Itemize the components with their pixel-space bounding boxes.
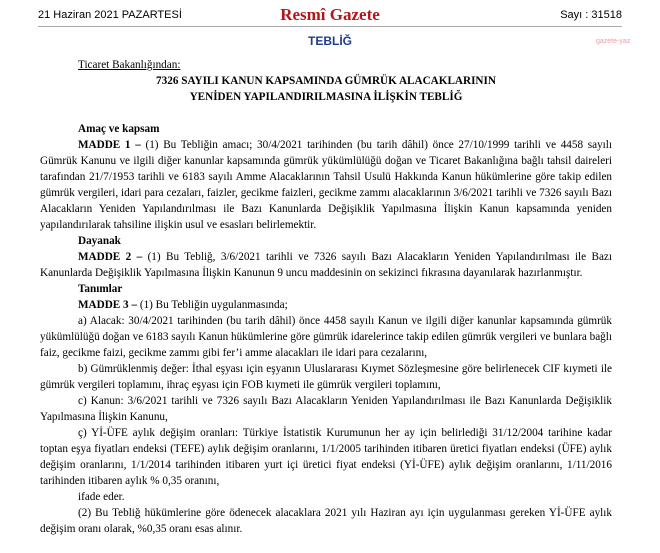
header-date: 21 Haziran 2021 PAZARTESİ <box>38 9 182 21</box>
article-1-label: MADDE 1 – <box>78 139 141 151</box>
header-divider <box>38 26 622 27</box>
definition-a: a) Alacak: 30/4/2021 tarihinden (bu tarih dâhil) önce 4458 sayılı Kanun ve ilgili diğer kanunlar kapsamında gümrük yükümlülüğü doğan ve 6183 sayılı Kanun hükümlerine göre gümrük idarelerince takip edilen gümrük vergileri ve bunlara bağlı faiz, gecikme faizi, gecikme zammı gibi fer’i amme alacakları ile idari para cezalarını, <box>40 315 612 359</box>
ministry-line: Ticaret Bakanlığından: <box>78 59 181 71</box>
definition-b: b) Gümrüklenmiş değer: İthal eşyası için eşyanın Uluslararası Kıymet Sözleşmesine göre belirlenecek CIF kıymeti ile gümrük vergileri toplamını, ihraç eşyası için FOB kıymeti ile gümrük vergileri toplamını, <box>40 363 612 391</box>
gazette-header <box>38 4 622 26</box>
article-3 <box>40 297 612 313</box>
article-1 <box>40 137 612 233</box>
article-1-text: (1) Bu Tebliğin amacı; 30/4/2021 tarihinden (bu tarih dâhil) önce 27/10/1999 tarihli ve 4458 sayılı Gümrük Kanunu ve ilgili diğer kanunlar kapsamında gümrük yükümlülüğü doğan ve Ticaret Bakanlığına bağlı tahsil daireleri tarafından 21/7/1953 tarihli ve 6183 sayılı Amme Alacaklarının Tahsil Usulü Hakkında Kanun hükümlerine göre takip edilen gümrük vergileri, idari para cezaları, faizler, gecikme faizleri, gecikme zammı alacaklarının 3/6/2021 tarihli ve 7326 sayılı Bazı Alacakların Yeniden Yapılandırılması ile Bazı Kanunlarda Değişiklik Yapılmasına İlişkin Kanun kapsamında yeniden yapılandırılarak tahsiline ilişkin usul ve esasları belirlemektir. <box>40 139 612 231</box>
heading-basis: Dayanak <box>78 235 121 247</box>
gazette-title: Resmî Gazete <box>280 5 380 24</box>
heading-purpose: Amaç ve kapsam <box>78 123 160 135</box>
article-3-paragraph-2: (2) Bu Tebliğ hükümlerine göre ödenecek alacaklara 2021 yılı Haziran ayı için uygulanması gereken Yİ-ÜFE aylık değişim oranı olarak, %0,35 oranı esas alınır. <box>40 507 612 535</box>
section-title: TEBLİĞ <box>308 34 352 48</box>
article-3-label: MADDE 3 – <box>78 299 138 311</box>
definition-cc: ç) Yİ-ÜFE aylık değişim oranları: Türkiye İstatistik Kurumunun her ay için belirlediği 31/12/2004 tarihine kadar toptan eşya fiyatları endeksi (TEFE) aylık değişim oranlarını, 1/1/2005 tarihinden itibaren üretici fiyatları endeksi (ÜFE) aylık değişim oranlarını, 1/1/2014 tarihinden itibaren yurt içi üretici fiyat endeksi (Yİ-ÜFE) aylık değişim oranlarını, 1/11/2016 tarihinden itibaren aylık % 0,35 oranını, <box>40 427 612 487</box>
watermark-logo: gazete-yaz <box>596 38 631 45</box>
article-2-text: (1) Bu Tebliğ, 3/6/2021 tarihli ve 7326 sayılı Bazı Alacakların Yeniden Yapılandırılması ile Bazı Kanunlarda Değişiklik Yapılmasına İlişkin Kanunun 9 uncu maddesinin on sekizinci fıkrasına dayanılarak hazırlanmıştır. <box>40 251 612 279</box>
doc-title-line-2: YENİDEN YAPILANDIRILMASINA İLİŞKİN TEBLİĞ <box>189 91 463 103</box>
document-body <box>40 57 612 537</box>
heading-definitions: Tanımlar <box>78 283 123 295</box>
article-2 <box>40 249 612 281</box>
issue-number: Sayı : 31518 <box>560 9 622 21</box>
article-3-text: (1) Bu Tebliğin uygulanmasında; <box>137 299 288 311</box>
definition-end: ifade eder. <box>78 491 125 503</box>
article-2-label: MADDE 2 – <box>78 251 143 263</box>
doc-title-line-1: 7326 SAYILI KANUN KAPSAMINDA GÜMRÜK ALACAKLARININ <box>156 75 496 87</box>
definition-c: c) Kanun: 3/6/2021 tarihli ve 7326 sayılı Bazı Alacakların Yeniden Yapılandırılması ile Bazı Kanunlarda Değişiklik Yapılmasına İlişkin Kanunu, <box>40 395 612 423</box>
